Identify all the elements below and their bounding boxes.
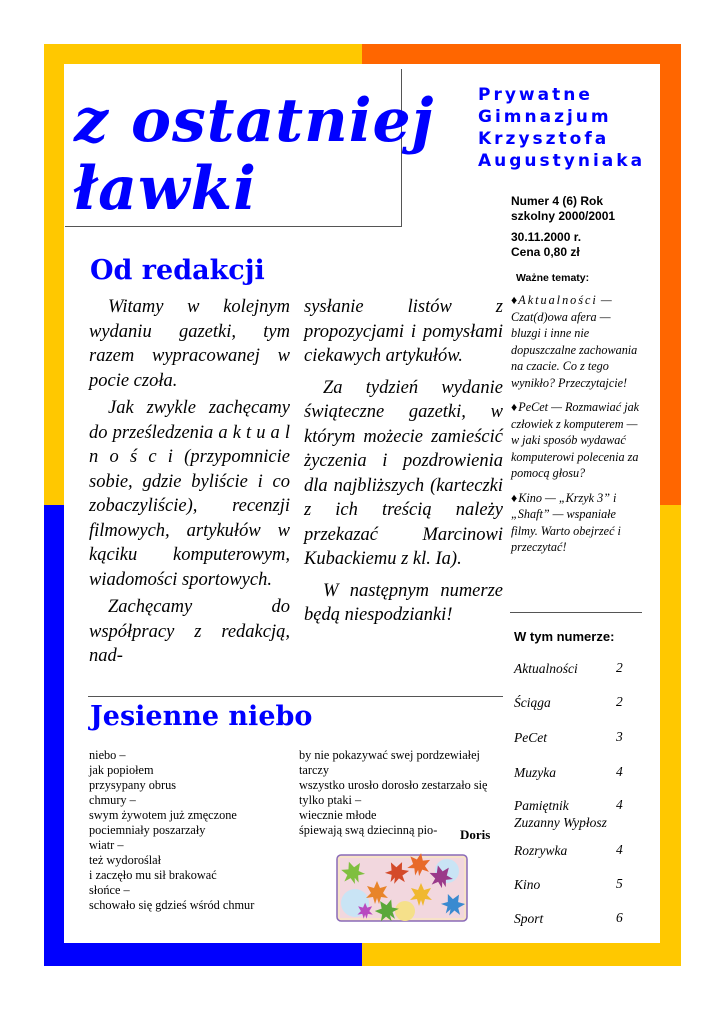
- toc-page: 5: [616, 876, 623, 891]
- topic-lead: Aktualności: [518, 293, 598, 307]
- poem-line: wiecznie młode: [299, 808, 377, 822]
- poem-column-2: [299, 748, 488, 838]
- school-line: Krzysztofa: [478, 129, 610, 149]
- poem-heading: Jesienne niebo: [90, 701, 313, 732]
- poem-line: i zaczęło mu sił brakować: [89, 868, 217, 882]
- toc-label[interactable]: Ściąga: [514, 695, 551, 710]
- topic-lead: Kino: [518, 490, 542, 505]
- poem-line: przysypany obrus: [89, 778, 177, 792]
- topic-item: ♦ PeCet — Rozmawiać jak człowiek z komputerem — w jaki sposób wydawać komputerowi polecenia za pomocą głosu?: [511, 400, 640, 480]
- toc-page: 6: [616, 910, 623, 925]
- issue-number: Numer 4 (6) Rok szkolny 2000/2001: [511, 194, 616, 223]
- masthead-title-line2: ławki: [74, 154, 257, 224]
- poem-line: wiatr –: [89, 838, 124, 852]
- sidebar-divider: [510, 612, 642, 613]
- editorial-paragraph: Za tydzień wydanie świąteczne gazetki, w którym możecie zamieścić życzenia i pozdrowienia dla najbliższych (karteczki z ich treścią należy przekazać Marcinowi Kubackiemu z kl. Ia).: [304, 377, 503, 569]
- toc-label[interactable]: Aktualności: [514, 661, 578, 676]
- toc-heading: W tym numerze:: [514, 629, 615, 644]
- toc-page: 2: [616, 694, 623, 709]
- editorial-column-2: [304, 295, 503, 628]
- poem-line: jak popiołem: [89, 763, 154, 777]
- editorial-paragraph: sysłanie listów z propozycjami i pomysłami ciekawych artykułów.: [304, 297, 503, 366]
- toc-page: 4: [616, 842, 623, 857]
- masthead-title-box: [65, 69, 435, 227]
- editorial-paragraph: Witamy w kolejnym wydaniu gazetki, tym razem wypracowanej w pocie czoła.: [89, 297, 290, 391]
- toc-page: 4: [616, 764, 623, 779]
- toc-page: 4: [616, 797, 623, 812]
- poem-line: chmury –: [89, 793, 136, 807]
- school-line: Augustyniaka: [478, 151, 646, 171]
- topic-lead: PeCet: [518, 400, 549, 414]
- topic-text: — Czat(d)owa afera — bluzgi i inne nie dopuszczalne zachowania na czacie. Co z tego wynikło? Przeczytajcie!: [511, 293, 638, 390]
- poem-line: niebo –: [89, 748, 126, 762]
- editorial-heading: Od redakcji: [90, 255, 265, 286]
- poem-column-1: [89, 748, 254, 913]
- topic-text: — „Krzyk 3” i „Shaft” — wspaniałe filmy. Warto obejrzeć i przeczytać!: [511, 490, 621, 554]
- school-line: Prywatne: [478, 85, 593, 105]
- topic-item: ♦ Aktualności — Czat(d)owa afera — bluzgi i inne nie dopuszczalne zachowania na czacie. Co z tego wynikło? Przeczytajcie!: [511, 293, 638, 390]
- topics-list: [511, 292, 641, 556]
- editorial-paragraph: W następnym numerze będą niespodzianki!: [304, 580, 503, 625]
- toc-label[interactable]: Sport: [514, 911, 544, 926]
- autumn-leaves-illustration: [335, 853, 469, 923]
- toc-label[interactable]: PeCet: [514, 730, 547, 745]
- toc-label[interactable]: Kino: [514, 877, 541, 892]
- issue-date: 30.11.2000 r.: [511, 230, 582, 244]
- topic-text: — Rozmawiać jak człowiek z komputerem — w jaki sposób wydawać komputerowi polecenia za pomocą głosu?: [511, 400, 640, 480]
- toc-label[interactable]: Rozrywka: [514, 843, 568, 858]
- poem-line: swym żywotem już zmęczone: [89, 808, 237, 822]
- editorial-paragraph: Jak zwykle zachęcamy do prześledzenia a k t u a l n o ś c i (przypomnicie sobie, gdzie byliście i co zobaczyliście), recenzji filmowych, artykułów w kąciku komputerowym, wiadomości sportowych.: [89, 398, 290, 590]
- poem-line: też wydoroślał: [89, 853, 162, 867]
- poem-line: schowało się gdzieś wśród chmur: [89, 898, 255, 912]
- masthead-title-line1: z ostatniej: [74, 86, 435, 156]
- poem-line: wszystko urosło dorosło zestarzało się: [299, 778, 488, 792]
- topics-heading: Ważne tematy:: [516, 272, 590, 284]
- toc-label[interactable]: Pamiętnik Zuzanny Wypłosz: [514, 798, 607, 830]
- poem-line: śpiewają swą dziecinną pio-: [299, 823, 438, 837]
- poem-line: tylko ptaki –: [299, 793, 362, 807]
- topic-item: ♦ Kino — „Krzyk 3” i „Shaft” — wspaniałe filmy. Warto obejrzeć i przeczytać!: [511, 490, 621, 554]
- school-name: [478, 84, 658, 172]
- poem-author: Doris: [460, 827, 491, 842]
- poem-line: słońce –: [89, 883, 130, 897]
- poem-line: by nie pokazywać swej pordzewiałej: [299, 748, 480, 762]
- toc-label[interactable]: Muzyka: [514, 765, 556, 780]
- section-divider: [88, 696, 503, 697]
- editorial-paragraph: Zachęcamy do współpracy z redakcją, nad-: [89, 597, 290, 666]
- poem-line: tarczy: [299, 763, 330, 777]
- poem-line: pociemniały poszarzały: [89, 823, 206, 837]
- school-line: Gimnazjum: [478, 107, 612, 127]
- toc-page: 2: [616, 660, 623, 675]
- issue-price: Cena 0,80 zł: [511, 245, 580, 259]
- toc-page: 3: [616, 729, 623, 744]
- editorial-column-1: [89, 295, 290, 669]
